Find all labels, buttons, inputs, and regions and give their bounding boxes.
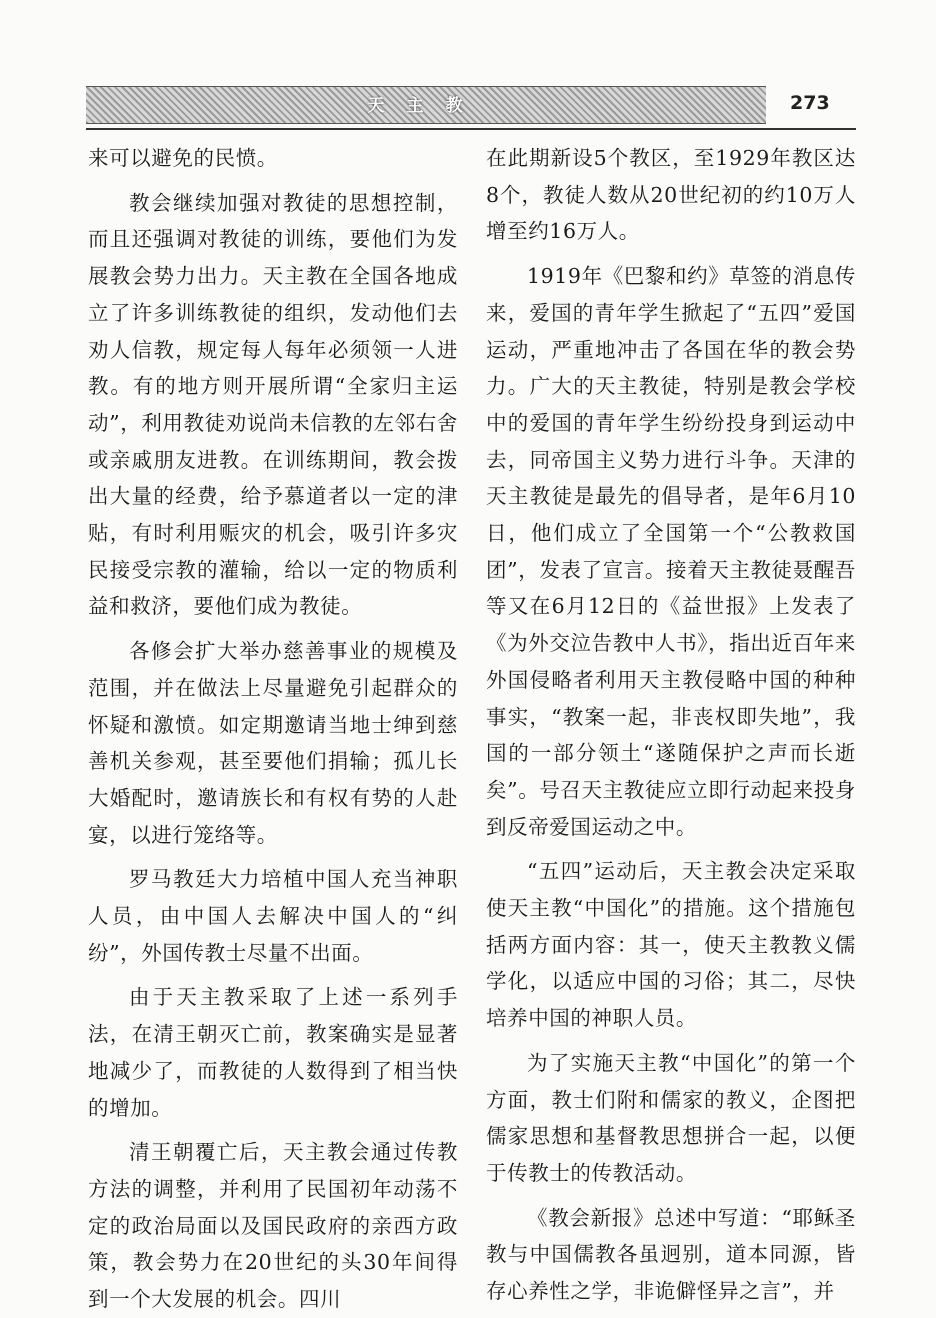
paragraph: 教会继续加强对教徒的思想控制，而且还强调对教徒的训练，要他们为发展教会势力出力。天主教在全国各地成立了许多训练教徒的组织，发动他们去劝人信教，规定每人每年必须领一人进教。有的地方则开展所谓“全家归主运动”，利用教徒劝说尚未信教的左邻右舍或亲戚朋友进教。在训练期间，教会拨出大量的经费，给予慕道者以一定的津贴，有时利用赈灾的机会，吸引许多灾民接受宗教的灌输，给以一定的物质利益和救济，要他们成为教徒。 — [88, 190, 458, 619]
header-rule — [86, 128, 856, 130]
left-text-column — [88, 140, 458, 1318]
paragraph: 由于天主教采取了上述一系列手法，在清王朝灭亡前，教案确实是显著地减少了，而教徒的人数得到了相当快的增加。 — [88, 985, 458, 1120]
paragraph-continuation: 在此期新设5个教区，至1929年教区达8个，教徒人数从20世纪初的约10万人增至约16万人。 — [486, 146, 856, 244]
paragraph-continuation: 来可以避免的民愤。 — [88, 146, 278, 170]
right-text-column — [486, 140, 856, 1310]
paragraph: 清王朝覆亡后，天主教会通过传教方法的调整，并利用了民国初年动荡不定的政治局面以及国民政府的亲西方政策，教会势力在20世纪的头30年间得到一个大发展的机会。四川 — [88, 1140, 458, 1312]
page-number: 273 — [790, 92, 830, 114]
paragraph: 各修会扩大举办慈善事业的规模及范围，并在做法上尽量避免引起群众的怀疑和激愤。如定期邀请当地士绅到慈善机关参观，甚至要他们捐输；孤儿长大婚配时，邀请族长和有权有势的人赴宴，以进行笼络等。 — [88, 639, 458, 847]
paragraph: 《教会新报》总述中写道：“耶稣圣教与中国儒教各虽迥别，道本同源，皆存心养性之学，非诡僻怪异之言”，并 — [486, 1205, 856, 1304]
running-header-bar — [86, 86, 766, 124]
paragraph: 为了实施天主教“中国化”的第一个方面，教士们附和儒家的教义，企图把儒家思想和基督教思想拼合一起，以便于传教士的传教活动。 — [486, 1050, 856, 1185]
running-header-title: 天主教 — [367, 96, 485, 116]
paragraph: “五四”运动后，天主教会决定采取使天主教“中国化”的措施。这个措施包括两方面内容：其一，使天主教教义儒学化，以适应中国的习俗；其二，尽快培养中国的神职人员。 — [486, 859, 856, 1031]
paragraph: 罗马教廷大力培植中国人充当神职人员，由中国人去解决中国人的“纠纷”，外国传教士尽量不出面。 — [88, 867, 458, 965]
paragraph: 1919年《巴黎和约》草签的消息传来，爱国的青年学生掀起了“五四”爱国运动，严重地冲击了各国在华的教会势力。广大的天主教徒，特别是教会学校中的爱国的青年学生纷纷投身到运动中去，同帝国主义势力进行斗争。天津的天主教徒是最先的倡导者，是年6月10日，他们成立了全国第一个“公教救国团”，发表了宣言。接着天主教徒聂醒吾等又在6月12日的《益世报》上发表了《为外交泣告教中人书》，指出近百年来外国侵略者利用天主教侵略中国的种种事实，“教案一起，非丧权即失地”，我国的一部分领土“遂随保护之声而长逝矣”。号召天主教徒应立即行动起来投身到反帝爱国运动之中。 — [486, 264, 856, 839]
